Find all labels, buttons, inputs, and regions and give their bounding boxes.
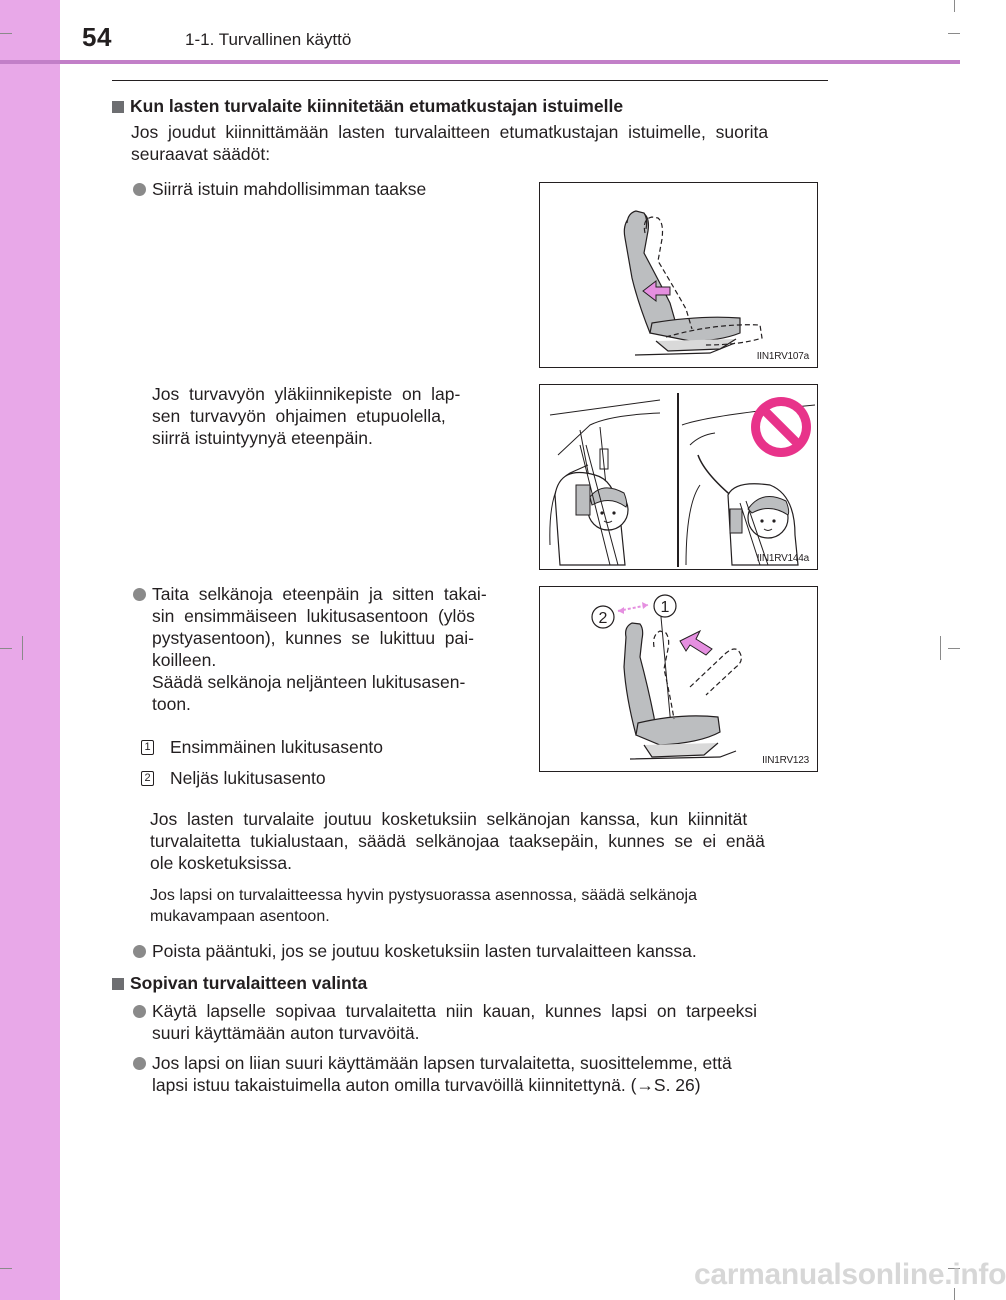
- bullet-move-seat-back: Siirrä istuin mahdollisimman taakse: [152, 179, 427, 199]
- legend-number: 2: [141, 771, 154, 786]
- round-bullet-icon: [133, 1057, 146, 1070]
- heading-choose-seat: [112, 972, 367, 994]
- intro-paragraph: [131, 121, 843, 165]
- figure-code: IIN1RV144a: [756, 553, 809, 564]
- text-line: Säädä selkänoja neljänteen lukitusasen-: [152, 672, 466, 692]
- legend-label: Ensimmäinen lukitusasento: [170, 737, 384, 757]
- bullet-use-seat: [152, 1000, 843, 1044]
- text-line: toon.: [152, 694, 191, 714]
- page-number: 54: [82, 22, 112, 52]
- crop-mark: [0, 33, 12, 34]
- text-line: sen turvavyön ohjaimen etupuolella,: [152, 406, 446, 426]
- text-line: Jos lapsi on liian suuri käyttämään lapsen turvalaitetta, suosittelemme, että: [152, 1053, 732, 1073]
- text-line: pystyasentoon), kunnes se lukittuu pai-: [152, 628, 474, 648]
- belt-position-illustration: [540, 385, 819, 571]
- text-line: Käytä lapselle sopivaa turvalaitetta niin kauan, kunnes lapsi on tarpeeksi: [152, 1001, 758, 1021]
- text-line: koilleen.: [152, 650, 217, 670]
- section-title: 1-1. Turvallinen käyttö: [185, 30, 352, 49]
- seat-slide-illustration: [540, 183, 819, 369]
- legend-number: 1: [141, 740, 154, 755]
- text-line: Jos turvavyön yläkiinnikepiste on lap-: [152, 384, 461, 404]
- callout-1: 1: [660, 599, 670, 616]
- text-line: suuri käyttämään auton turvavöitä.: [152, 1023, 420, 1043]
- legend-label: Neljäs lukitusasento: [170, 768, 326, 788]
- crop-mark: [0, 648, 12, 649]
- bullet-remove-headrest: Poista pääntuki, jos se joutuu kosketuksiin lasten turvalaitteen kanssa.: [152, 941, 697, 961]
- text-line: mukavampaan asentoon.: [150, 908, 330, 925]
- callout-2: 2: [598, 610, 608, 627]
- text-line: Jos joudut kiinnittämään lasten turvalaitteen etumatkustajan istuimelle, suorita: [131, 122, 769, 142]
- note-upright-child: [150, 885, 843, 927]
- square-bullet-icon: [112, 101, 124, 113]
- bullet-rear-seat: [152, 1052, 843, 1096]
- text-line: Taita selkänoja eteenpäin ja sitten takai-: [152, 584, 487, 604]
- crop-mark: [948, 33, 960, 34]
- figure-seatback-lock: [539, 586, 818, 772]
- heading-child-seat-front: [112, 95, 623, 117]
- crop-mark: [0, 1268, 12, 1269]
- text-line: lapsi istuu takaistuimella auton omilla turvavöillä kiinnitettynä. (→S. 26): [152, 1075, 701, 1095]
- text-line: siirrä istuintyynyä eteenpäin.: [152, 428, 373, 448]
- crop-mark: [22, 636, 23, 660]
- round-bullet-icon: [133, 588, 146, 601]
- round-bullet-icon: [133, 1005, 146, 1018]
- sidebar-tab: [0, 0, 60, 1300]
- square-bullet-icon: [112, 978, 124, 990]
- text-line: seuraavat säädöt:: [131, 144, 271, 164]
- note-seatback-contact: [150, 808, 843, 874]
- crop-mark: [948, 648, 960, 649]
- crop-mark: [940, 636, 941, 660]
- figure-seat-slide: [539, 182, 818, 368]
- crop-mark: [954, 0, 955, 12]
- figure-belt-position: [539, 384, 818, 570]
- figure-code: IIN1RV107a: [756, 351, 809, 362]
- watermark: carmanualsonline.info: [694, 1258, 1006, 1291]
- bullet-fold-seatback: [152, 583, 518, 715]
- header-rule: [0, 60, 960, 64]
- text-line: sin ensimmäiseen lukitusasentoon (ylös: [152, 606, 475, 626]
- text-line: ole kosketuksissa.: [150, 853, 293, 873]
- text-line: Jos lapsi on turvalaitteessa hyvin pystysuorassa asennossa, säädä selkänoja: [150, 887, 697, 904]
- heading-text: Sopivan turvalaitteen valinta: [130, 973, 368, 993]
- divider: [112, 80, 828, 81]
- heading-text: Kun lasten turvalaite kiinnitetään etumatkustajan istuimelle: [130, 96, 624, 116]
- text-line: Jos lasten turvalaite joutuu kosketuksiin selkänojan kanssa, kun kiinnität: [150, 809, 748, 829]
- round-bullet-icon: [133, 183, 146, 196]
- seatback-lock-illustration: [540, 587, 819, 773]
- figure-code: IIN1RV123: [762, 755, 809, 766]
- text-line: turvalaitetta tukialustaan, säädä selkänojaa taaksepäin, kunnes se ei enää: [150, 831, 765, 851]
- note-seat-cushion: [152, 383, 518, 449]
- round-bullet-icon: [133, 945, 146, 958]
